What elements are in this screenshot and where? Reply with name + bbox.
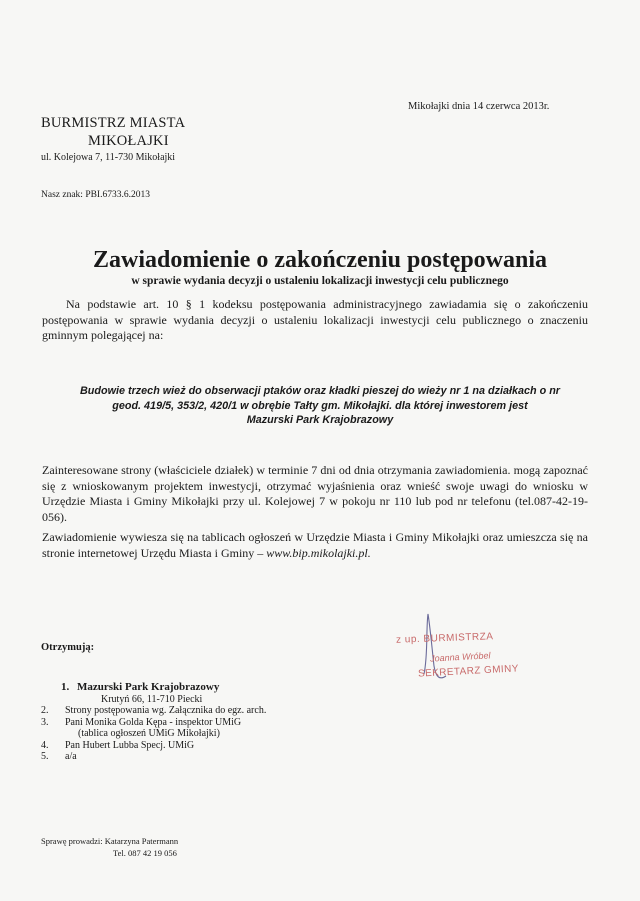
list-item xyxy=(41,705,266,717)
list-item xyxy=(41,717,266,729)
list-item-number: 5. xyxy=(41,751,49,762)
list-item xyxy=(41,751,266,763)
list-item-text: Strony postępowania wg. Załącznika do egz. arch. xyxy=(65,705,267,716)
paragraph-publication xyxy=(42,530,588,561)
office-address: ul. Kolejowa 7, 11-730 Mikołajki xyxy=(41,152,176,163)
document-date: Mikołajki dnia 14 czerwca 2013r. xyxy=(408,101,550,112)
reference-number: Nasz znak: PBI.6733.6.2013 xyxy=(41,190,150,200)
stamp-text: z up. BURMISTRZA xyxy=(395,631,494,646)
recipients-heading: Otrzymują: xyxy=(41,642,95,653)
list-item xyxy=(41,740,266,752)
subject-line: geod. 419/5, 353/2, 420/1 w obrębie Tałty gm. Mikołajki. dla której inwestorem jest xyxy=(112,399,528,412)
document-subtitle: w sprawie wydania decyzji o ustaleniu lokalizacji inwestycji celu publicznego xyxy=(131,275,509,287)
case-handler: Sprawę prowadzi: Katarzyna Patermann xyxy=(41,836,179,846)
case-handler-phone: Tel. 087 42 19 056 xyxy=(113,848,177,858)
list-item-number: 2. xyxy=(41,705,49,716)
list-item-number: 4. xyxy=(41,739,49,751)
subject-line: Budowie trzech wież do obserwacji ptaków oraz kładki pieszej do wieży nr 1 na działkach o nr xyxy=(80,385,560,397)
stamp-text: SEKRETARZ GMINY xyxy=(417,663,520,680)
investment-subject xyxy=(40,384,600,428)
publication-text: Zawiadomienie wywiesza się na tablicach ogłoszeń w Urzędzie Miasta i Gminy Mikołajki oraz umieszcza się na stronie internetowej Urzędu Miasta i Gminy – xyxy=(42,530,588,560)
list-item-text: Pani Monika Golda Kępa - inspektor UMiG xyxy=(65,716,242,728)
office-name-line1: BURMISTRZ MIASTA xyxy=(41,115,186,131)
list-item-text: Mazurski Park Krajobrazowy xyxy=(77,681,220,693)
stamp-text: Joanna Wróbel xyxy=(429,650,491,664)
list-item-subtext: (tablica ogłoszeń UMiG Mikołajki) xyxy=(78,728,220,739)
subject-line: Mazurski Park Krajobrazowy xyxy=(246,414,394,426)
office-name-line2: MIKOŁAJKI xyxy=(88,133,169,149)
paragraph-parties-info: Zainteresowane strony (właściciele działek) w terminie 7 dni od dnia otrzymania zawiadomienia. mogą zapoznać się z wnioskowanym projektem inwestycji, otrzymać wyjaśnienia oraz wnieść swoje uwagi do wniosku w Urzędzie Miasta i Gminy Mikołajki przy ul. Kolejowej 7 w pokoju nr 110 lub pod nr telefonu (tel.087-42-19-056). xyxy=(42,463,588,524)
list-item-number: 3. xyxy=(41,716,49,728)
document-title: Zawiadomienie o zakończeniu postępowania xyxy=(92,247,548,273)
recipients-list xyxy=(41,682,266,763)
paragraph-legal-basis: Na podstawie art. 10 § 1 kodeksu postępowania administracyjnego zawiadamia się o zakończeniu postępowania w sprawie wydania decyzji o ustaleniu lokalizacji inwestycji celu publicznego o znaczeniu gminnym polegającej na: xyxy=(42,297,588,342)
list-item-text: a/a xyxy=(65,751,77,762)
list-item-text: Pan Hubert Lubba Specj. UMiG xyxy=(65,739,195,751)
list-item-subtext: Krutyń 66, 11-710 Piecki xyxy=(101,693,203,705)
website-link[interactable]: www.bip.mikolajki.pl. xyxy=(266,545,371,560)
list-item xyxy=(41,682,266,694)
list-item-number: 1. xyxy=(61,681,70,693)
